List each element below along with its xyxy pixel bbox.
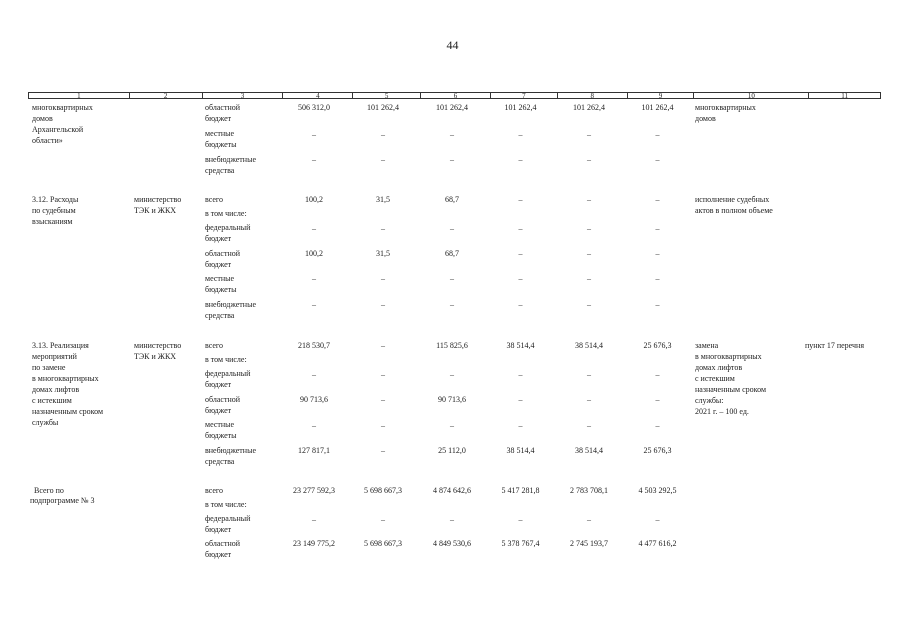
source-label: областной (205, 539, 241, 548)
value-cell: 38 514,4 (506, 341, 535, 350)
value-cell: 38 514,4 (506, 446, 535, 455)
row-title-line: по замене (32, 363, 66, 372)
source-label: в том числе: (205, 209, 247, 218)
responsible-line: ТЭК и ЖКХ (134, 352, 177, 361)
source-label: бюджет (205, 234, 232, 243)
value-cell: 23 277 592,3 (293, 486, 335, 495)
header-col-1: 1 (77, 92, 81, 100)
row-title-line: мероприятий (32, 352, 77, 361)
value-cell: – (381, 130, 385, 139)
source-label: средства (205, 457, 235, 466)
value-cell: – (518, 421, 523, 430)
source-label: в том числе: (205, 355, 247, 364)
table-header-row (28, 92, 881, 99)
source-label: внебюджетные (205, 155, 256, 164)
value-cell: – (587, 421, 591, 430)
value-cell: – (450, 155, 454, 164)
row-title-line: 3.13. Реализация (32, 341, 89, 350)
value-cell: 2 745 193,7 (570, 539, 608, 548)
value-cell: 38 514,4 (575, 341, 603, 350)
source-label: бюджеты (205, 140, 237, 149)
value-cell: – (312, 155, 316, 164)
value-cell: – (655, 395, 660, 404)
result-text: с истекшим (695, 374, 735, 383)
row-title-line: назначенным сроком (32, 407, 104, 416)
value-cell: – (518, 195, 523, 204)
value-cell: 4 477 616,2 (638, 539, 677, 548)
value-cell: 218 530,7 (298, 341, 330, 350)
value-cell: – (450, 130, 454, 139)
value-cell: – (518, 515, 523, 524)
value-cell: 25 676,3 (643, 341, 672, 350)
value-cell: – (518, 224, 523, 233)
source-label: средства (205, 166, 235, 175)
row-title-line: взысканиям (32, 217, 73, 226)
row-title-line: Архангельской (32, 125, 84, 134)
source-label: областной (205, 395, 241, 404)
header-col-4: 4 (282, 93, 352, 98)
value-cell: – (655, 300, 660, 309)
value-cell: 4 503 292,5 (638, 486, 677, 495)
value-cell: – (518, 130, 523, 139)
value-cell: – (312, 300, 316, 309)
source-label: в том числе: (205, 500, 247, 509)
value-cell: 115 825,6 (436, 341, 468, 350)
value-cell: – (518, 370, 523, 379)
source-label: внебюджетные (205, 300, 256, 309)
value-cell: – (381, 370, 385, 379)
source-label: местные (205, 274, 235, 283)
header-col-2: 2 (129, 93, 202, 98)
value-cell: – (450, 274, 454, 283)
value-cell: – (655, 224, 660, 233)
row-title-line: по судебным (32, 206, 76, 215)
value-cell: – (587, 130, 591, 139)
value-cell: 90 713,6 (300, 395, 328, 404)
row-title-line: в многоквартирных (32, 374, 99, 383)
value-cell: 127 817,1 (298, 446, 330, 455)
value-cell: – (655, 155, 660, 164)
result-text: назначенным сроком (695, 385, 767, 394)
responsible-line: ТЭК и ЖКХ (134, 206, 177, 215)
result-text: в многоквартирных (695, 352, 762, 361)
value-cell: – (450, 300, 454, 309)
responsible-line: министерство (134, 195, 182, 204)
value-cell: 5 378 767,4 (501, 539, 540, 548)
value-cell: – (587, 515, 591, 524)
header-col-6: 6 (420, 93, 490, 98)
value-cell: 31,5 (376, 195, 390, 204)
source-label: внебюджетные (205, 446, 256, 455)
row-title-line: области» (32, 136, 63, 145)
value-cell: – (381, 515, 385, 524)
value-cell: 25 112,0 (438, 446, 466, 455)
value-cell: 101 262,4 (367, 103, 399, 112)
source-label: областной (205, 249, 241, 258)
result-text: службы: (695, 396, 724, 405)
page-number: 44 (446, 38, 459, 52)
value-cell: – (587, 249, 591, 258)
value-cell: 4 849 530,6 (433, 539, 471, 548)
value-cell: – (381, 224, 385, 233)
source-label: бюджет (205, 114, 232, 123)
value-cell: 506 312,0 (298, 103, 330, 112)
header-col-11: 11 (808, 93, 880, 98)
value-cell: – (312, 224, 316, 233)
value-cell: – (381, 341, 385, 350)
source-label: бюджет (205, 406, 232, 415)
value-cell: – (587, 195, 591, 204)
value-cell: – (381, 274, 385, 283)
value-cell: – (381, 446, 385, 455)
source-label: федеральный (205, 514, 251, 523)
value-cell: – (312, 274, 316, 283)
value-cell: 23 149 775,2 (293, 539, 335, 548)
responsible-line: министерство (134, 341, 182, 350)
value-cell: 90 713,6 (438, 395, 466, 404)
value-cell: 101 262,4 (641, 103, 674, 112)
value-cell: 2 783 708,1 (570, 486, 608, 495)
source-label: местные (205, 420, 235, 429)
source-label: бюджет (205, 525, 232, 534)
value-cell: 101 262,4 (436, 103, 468, 112)
value-cell: – (381, 300, 385, 309)
value-cell: 101 262,4 (573, 103, 605, 112)
value-cell: 5 698 667,3 (364, 486, 402, 495)
value-cell: 25 676,3 (643, 446, 672, 455)
value-cell: – (655, 274, 660, 283)
value-cell: 68,7 (445, 249, 459, 258)
value-cell: – (450, 370, 454, 379)
value-cell: – (655, 421, 660, 430)
source-label: бюджеты (205, 431, 237, 440)
value-cell: – (381, 155, 385, 164)
row-title-line: многоквартирных (32, 103, 93, 112)
header-col-8: 8 (557, 93, 627, 98)
source-label: местные (205, 129, 235, 138)
value-cell: – (655, 195, 660, 204)
source-label: бюджет (205, 380, 232, 389)
result-text: многоквартирных (695, 103, 756, 112)
value-cell: 100,2 (305, 249, 323, 258)
source-label: средства (205, 311, 235, 320)
value-cell: 31,5 (376, 249, 390, 258)
row-title-line: Всего по (34, 486, 64, 495)
value-cell: – (587, 274, 591, 283)
value-cell: – (587, 370, 591, 379)
value-cell: – (518, 395, 523, 404)
result-text: замена (695, 341, 719, 350)
reference-text: пункт 17 перечня (805, 341, 865, 350)
result-text: исполнение судебных (695, 195, 770, 204)
value-cell: – (587, 395, 591, 404)
value-cell: – (655, 370, 660, 379)
value-cell: – (450, 224, 454, 233)
value-cell: 100,2 (305, 195, 323, 204)
header-col-9: 9 (627, 93, 694, 98)
value-cell: – (518, 155, 523, 164)
source-label: областной (205, 103, 241, 112)
header-col-7: 7 (490, 93, 557, 98)
value-cell: – (312, 421, 316, 430)
value-cell: 5 417 281,8 (501, 486, 540, 495)
result-text: 2021 г. – 100 ед. (695, 407, 749, 416)
result-text: домах лифтов (695, 363, 743, 372)
value-cell: 38 514,4 (575, 446, 603, 455)
result-text: актов в полном объеме (695, 206, 773, 215)
source-label: федеральный (205, 223, 251, 232)
value-cell: – (655, 515, 660, 524)
value-cell: 68,7 (445, 195, 459, 204)
result-text: домов (695, 114, 716, 123)
source-label: всего (205, 486, 224, 495)
value-cell: – (450, 421, 454, 430)
value-cell: – (312, 515, 316, 524)
header-col-10: 10 (693, 93, 808, 98)
value-cell: – (518, 300, 523, 309)
value-cell: 4 874 642,6 (433, 486, 471, 495)
value-cell: – (312, 130, 316, 139)
source-label: бюджет (205, 260, 232, 269)
row-title-line: службы (32, 418, 59, 427)
value-cell: – (518, 249, 523, 258)
row-title-line: подпрограмме № 3 (30, 496, 95, 505)
source-label: бюджет (205, 550, 232, 559)
value-cell: – (655, 130, 660, 139)
source-label: всего (205, 195, 224, 204)
row-title-line: 3.12. Расходы (32, 195, 79, 204)
header-col-5: 5 (352, 93, 420, 98)
source-label: федеральный (205, 369, 251, 378)
header-col-3: 3 (202, 93, 283, 98)
value-cell: – (381, 395, 385, 404)
row-title-line: домов (32, 114, 53, 123)
value-cell: – (655, 249, 660, 258)
value-cell: – (450, 515, 454, 524)
row-title-line: с истекшим (32, 396, 72, 405)
row-title-line: домах лифтов (32, 385, 80, 394)
value-cell: – (587, 300, 591, 309)
value-cell: – (518, 274, 523, 283)
value-cell: – (587, 155, 591, 164)
value-cell: 101 262,4 (504, 103, 537, 112)
value-cell: – (587, 224, 591, 233)
value-cell: – (381, 421, 385, 430)
source-label: бюджеты (205, 285, 237, 294)
value-cell: 5 698 667,3 (364, 539, 402, 548)
value-cell: – (312, 370, 316, 379)
source-label: всего (205, 341, 224, 350)
